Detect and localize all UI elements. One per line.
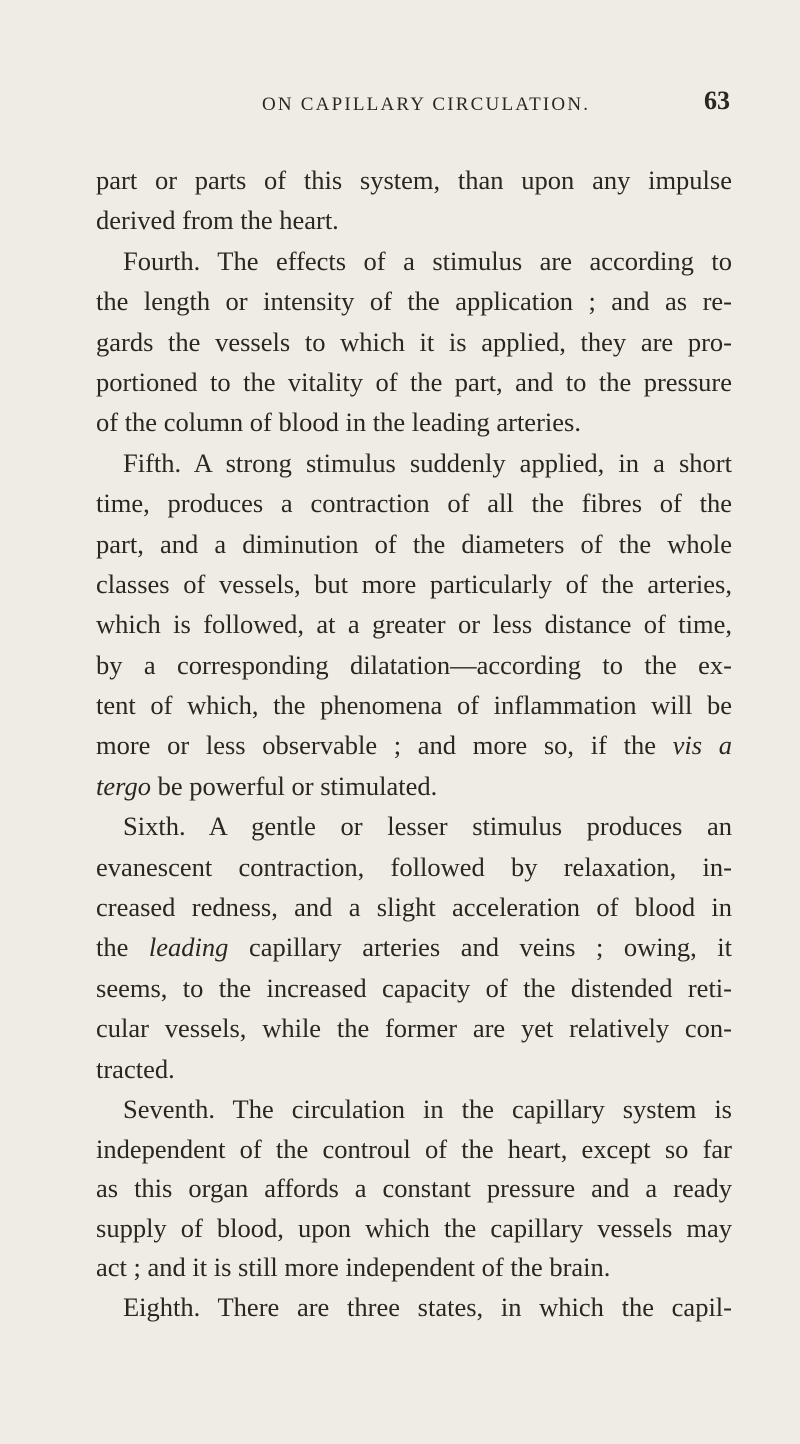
page-header <box>262 86 730 122</box>
text-segment: more or less observable ; and more so, if the <box>96 730 673 761</box>
text-line: derived from the heart. <box>96 205 339 236</box>
text-segment: capillary arteries and veins ; owing, it <box>228 932 733 963</box>
latin-phrase: vis a <box>672 730 733 761</box>
paragraph-eighth: Eighth. There are three states, in which the capil- <box>123 1291 732 1322</box>
latin-phrase: tergo <box>96 770 151 801</box>
text-line <box>96 725 732 765</box>
text-line: as this organ affords a constant pressure and a ready <box>96 1173 732 1204</box>
text-line: part, and a diminution of the diameters of the whole <box>96 528 732 559</box>
text-line: cular vessels, while the former are yet relatively con- <box>96 1013 732 1044</box>
emphasis-word: leading <box>148 932 229 963</box>
text-line: of the column of blood in the leading arteries. <box>96 407 581 438</box>
text-line: part or parts of this system, than upon any impulse <box>96 165 732 195</box>
text-line: supply of blood, upon which the capillary vessels may <box>96 1212 732 1243</box>
paragraph-fifth: Fifth. A strong stimulus suddenly applied, in a short <box>123 447 732 478</box>
running-head: ON CAPILLARY CIRCULATION. <box>262 94 591 115</box>
text-line: tracted. <box>96 1053 175 1084</box>
page-number: 63 <box>704 86 730 115</box>
text-line: time, produces a contraction of all the fibres of the <box>96 488 732 519</box>
text-line: classes of vessels, but more particularly of the arteries, <box>96 568 732 599</box>
text-line: evanescent contraction, followed by relaxation, in- <box>96 851 732 882</box>
paragraph-seventh: Seventh. The circulation in the capillary system is <box>123 1093 732 1124</box>
text-line: gards the vessels to which it is applied, they are pro- <box>96 326 732 357</box>
paragraph-sixth: Sixth. A gentle or lesser stimulus produces an <box>123 811 732 842</box>
text-line <box>96 927 732 967</box>
body-text <box>96 160 732 1327</box>
text-line: the length or intensity of the application ; and as re- <box>96 286 732 317</box>
text-line <box>96 766 732 806</box>
paragraph-fourth: Fourth. The effects of a stimulus are according to <box>123 245 732 276</box>
text-line: creased redness, and a slight acceleration of blood in <box>96 892 732 923</box>
text-line: independent of the controul of the heart, except so far <box>96 1133 732 1164</box>
text-segment: the <box>96 932 149 963</box>
text-line: by a corresponding dilatation—according to the ex- <box>96 649 732 680</box>
text-line: tent of which, the phenomena of inflammation will be <box>96 690 732 721</box>
text-line: portioned to the vitality of the part, and to the pressure <box>96 366 732 397</box>
text-line: seems, to the increased capacity of the distended reti- <box>96 972 732 1003</box>
text-line: act ; and it is still more independent of the brain. <box>96 1252 611 1283</box>
text-segment: be powerful or stimulated. <box>150 770 438 801</box>
text-line: which is followed, at a greater or less distance of time, <box>96 609 732 640</box>
